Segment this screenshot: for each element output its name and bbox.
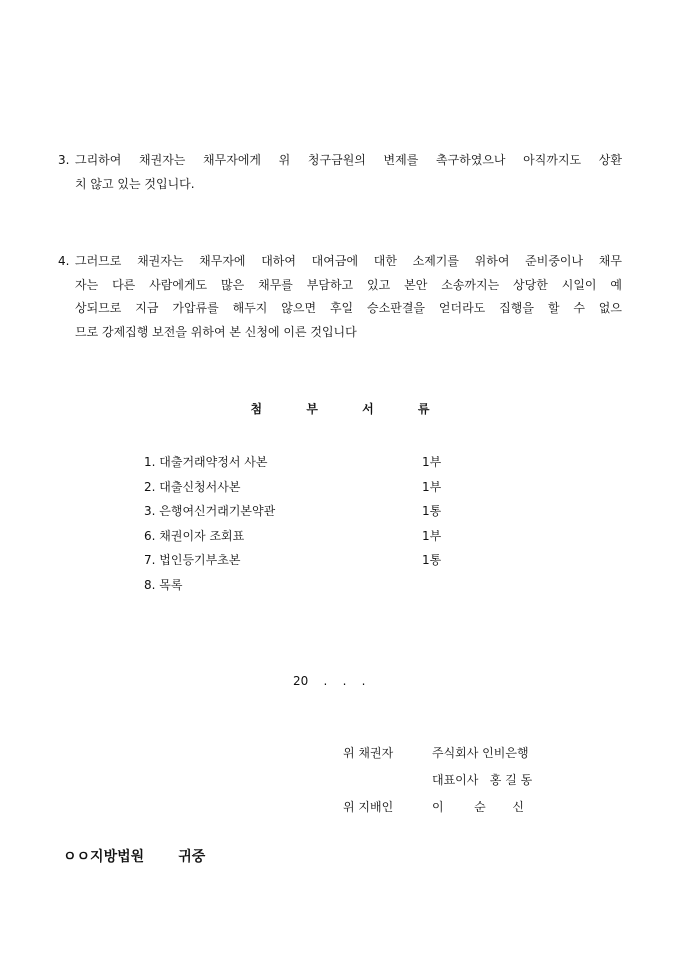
attachment-item (144, 573, 454, 598)
paragraph-number: 4. (58, 254, 70, 268)
signature-row (343, 794, 532, 821)
attachment-item (144, 548, 454, 573)
attachment-qty (422, 573, 452, 598)
attachments-title: 첨 부 서 류 (250, 402, 450, 416)
attachment-label: 1. 대출거래약정서 사본 (144, 455, 268, 469)
paragraph-number: 3. (58, 153, 70, 167)
attachment-label: 2. 대출신청서사본 (144, 479, 241, 494)
attachment-item (144, 475, 454, 500)
signature-row (343, 740, 532, 767)
signature-value: 주식회사 인비은행 (432, 746, 529, 760)
attachment-label: 8. 목록 (144, 577, 183, 592)
attachment-qty: 1통 (422, 553, 442, 567)
attachment-label: 3. 은행여신거래기본약관 (144, 504, 276, 518)
signature-value: 이 순 신 (432, 800, 524, 814)
paragraph-4 (58, 250, 622, 344)
paragraph-line: 그러므로 채권자는 채무자에 대하여 대여금에 대한 소제기를 위하여 준비중이나 채무 (75, 254, 622, 268)
court-addressee: ㅇㅇ지방법원 귀중 (63, 849, 206, 865)
document-date: 20 . . . (293, 674, 366, 688)
signature-role: 위 지배인 (343, 800, 394, 814)
attachment-item (144, 450, 454, 475)
attachment-qty: 1부 (422, 479, 442, 494)
paragraph-3 (58, 149, 622, 196)
attachments-list (144, 450, 454, 597)
attachment-item (144, 499, 454, 524)
attachment-qty: 1통 (422, 504, 442, 518)
paragraph-line: 상되므로 지금 가압류를 해두지 않으면 후일 승소판결을 얻더라도 집행을 할 수 없으 (75, 301, 622, 315)
paragraph-line: 치 않고 있는 것입니다. (75, 176, 195, 191)
signature-block (343, 740, 532, 821)
signature-value: 대표이사 홍 길 동 (432, 773, 533, 787)
attachment-label: 6. 채권이자 조회표 (144, 528, 245, 543)
attachment-qty: 1부 (422, 455, 442, 469)
signature-row (343, 767, 532, 794)
attachment-label: 7. 법인등기부초본 (144, 553, 241, 567)
signature-role: 위 채권자 (343, 746, 394, 760)
paragraph-line: 그리하여 채권자는 채무자에게 위 청구금원의 변제를 촉구하였으나 아직까지도 상환 (75, 153, 622, 167)
attachment-qty: 1부 (422, 528, 442, 543)
paragraph-line: 므로 강제집행 보전을 위하여 본 신청에 이른 것입니다 (75, 324, 357, 339)
signature-role (343, 767, 432, 794)
paragraph-line: 자는 다른 사람에게도 많은 채무를 부담하고 있고 본안 소송까지는 상당한 시일이 예 (75, 277, 622, 292)
attachment-item (144, 524, 454, 549)
